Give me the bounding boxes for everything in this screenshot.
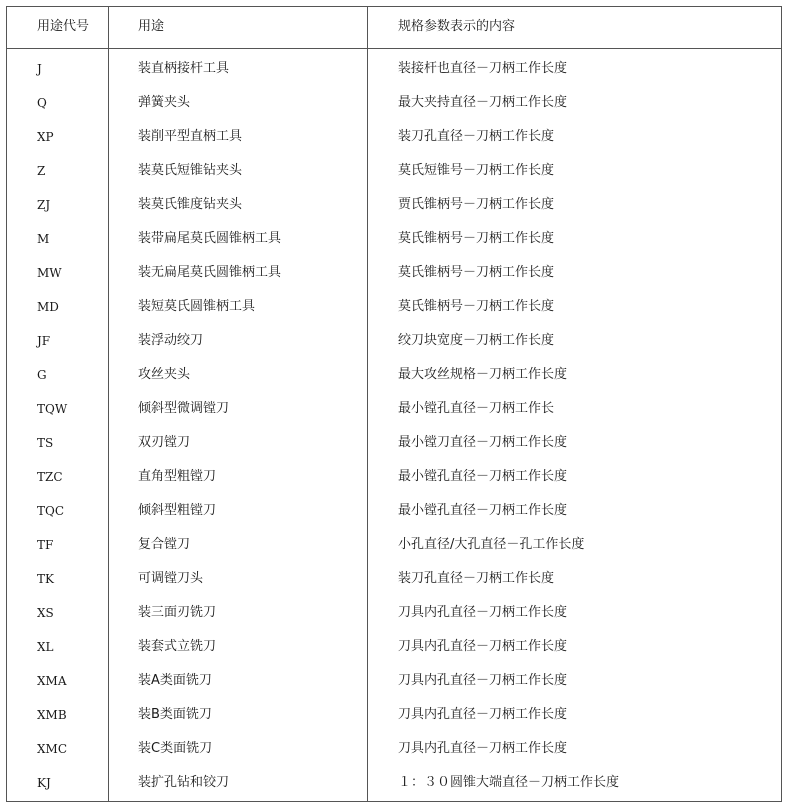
row-use: 弹簧夹头 <box>138 95 191 110</box>
row-spec: 最小镗孔直径－刀柄工作长度 <box>398 503 568 518</box>
row-use: 攻丝夹头 <box>138 367 191 382</box>
row-spec: １：３０圆锥大端直径－刀柄工作长度 <box>398 775 620 790</box>
row-use: 装削平型直柄工具 <box>138 129 243 144</box>
row-code: JF <box>37 334 51 348</box>
row-code: TZC <box>37 470 63 484</box>
row-code: XS <box>37 606 54 620</box>
row-spec: 贾氏锥柄号－刀柄工作长度 <box>398 197 555 212</box>
row-code: TF <box>37 538 54 552</box>
row-spec: 最小镗孔直径－刀柄工作长度 <box>398 469 568 484</box>
row-code: Q <box>37 96 47 110</box>
column-divider <box>108 7 109 801</box>
row-use: 装A类面铣刀 <box>138 673 212 688</box>
header-spec: 规格参数表示的内容 <box>398 19 516 34</box>
row-use: 装莫氏短锥钻夹头 <box>138 163 243 178</box>
row-use: 装套式立铣刀 <box>138 639 217 654</box>
row-code: MD <box>37 300 59 314</box>
row-use: 装无扁尾莫氏圆锥柄工具 <box>138 265 282 280</box>
row-code: KJ <box>37 776 51 790</box>
row-use: 装C类面铣刀 <box>138 741 213 756</box>
row-use: 复合镗刀 <box>138 537 191 552</box>
row-spec: 刀具内孔直径－刀柄工作长度 <box>398 605 568 620</box>
row-code: G <box>37 368 47 382</box>
row-spec: 莫氏锥柄号－刀柄工作长度 <box>398 299 555 314</box>
row-use: 倾斜型微调镗刀 <box>138 401 230 416</box>
row-code: TQW <box>37 402 68 416</box>
row-spec: 装接杆也直径－刀柄工作长度 <box>398 61 568 76</box>
row-use: 装扩孔钻和铰刀 <box>138 775 230 790</box>
row-spec: 绞刀块宽度－刀柄工作长度 <box>398 333 555 348</box>
row-spec: 莫氏锥柄号－刀柄工作长度 <box>398 231 555 246</box>
row-code: XMA <box>37 674 67 688</box>
row-code: J <box>37 62 42 76</box>
row-use: 直角型粗镗刀 <box>138 469 217 484</box>
row-code: ZJ <box>37 198 51 212</box>
row-use: 装浮动绞刀 <box>138 333 204 348</box>
row-spec: 刀具内孔直径－刀柄工作长度 <box>398 639 568 654</box>
row-use: 装莫氏锥度钻夹头 <box>138 197 243 212</box>
row-use: 装B类面铣刀 <box>138 707 212 722</box>
row-spec: 装刀孔直径－刀柄工作长度 <box>398 571 555 586</box>
row-code: TK <box>37 572 54 586</box>
column-divider <box>367 7 368 801</box>
row-use: 双刃镗刀 <box>138 435 191 450</box>
row-spec: 最大攻丝规格－刀柄工作长度 <box>398 367 568 382</box>
row-code: XP <box>37 130 54 144</box>
spec-table <box>6 6 782 802</box>
row-spec: 小孔直径/大孔直径－孔工作长度 <box>398 537 585 552</box>
row-use: 倾斜型粗镗刀 <box>138 503 217 518</box>
row-use: 装直柄接杆工具 <box>138 61 230 76</box>
row-spec: 莫氏锥柄号－刀柄工作长度 <box>398 265 555 280</box>
row-spec: 莫氏短锥号－刀柄工作长度 <box>398 163 555 178</box>
row-code: M <box>37 232 50 246</box>
row-use: 装三面刃铣刀 <box>138 605 217 620</box>
row-code: TS <box>37 436 54 450</box>
row-spec: 刀具内孔直径－刀柄工作长度 <box>398 673 568 688</box>
row-use: 装带扁尾莫氏圆锥柄工具 <box>138 231 282 246</box>
row-code: TQC <box>37 504 65 518</box>
row-code: Z <box>37 164 46 178</box>
row-spec: 装刀孔直径－刀柄工作长度 <box>398 129 555 144</box>
row-code: XL <box>37 640 54 654</box>
row-spec: 最小镗刀直径－刀柄工作长度 <box>398 435 568 450</box>
header-code: 用途代号 <box>37 19 90 34</box>
row-use: 可调镗刀头 <box>138 571 204 586</box>
row-spec: 刀具内孔直径－刀柄工作长度 <box>398 741 568 756</box>
row-use: 装短莫氏圆锥柄工具 <box>138 299 256 314</box>
row-code: MW <box>37 266 62 280</box>
row-spec: 刀具内孔直径－刀柄工作长度 <box>398 707 568 722</box>
row-code: XMB <box>37 708 67 722</box>
row-spec: 最大夹持直径－刀柄工作长度 <box>398 95 568 110</box>
header-use: 用途 <box>138 19 165 34</box>
row-code: XMC <box>37 742 68 756</box>
row-spec: 最小镗孔直径－刀柄工作长 <box>398 401 555 416</box>
header-divider <box>7 48 781 49</box>
